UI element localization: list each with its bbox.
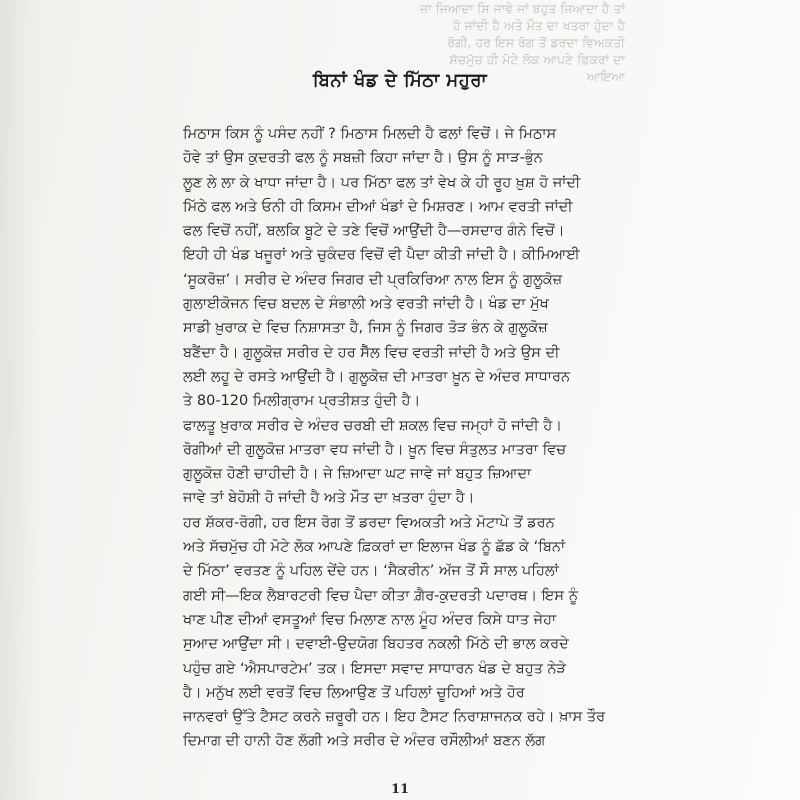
body-line: ਹਰ ਸ਼ੱਕਰ-ਰੋਗੀ, ਹਰ ਇਸ ਰੋਗ ਤੋਂ ਡਰਦਾ ਵਿਅਕਤੀ ਅਤੇ ਮੋਟਾਪੇ ਤੋਂ ਡਰਨ [183,514,555,531]
body-line: ਜਾਨਵਰਾਂ ਉੱਤੇ ਟੈਸਟ ਕਰਨੇ ਜ਼ਰੂਰੀ ਹਨ। ਇਹ ਟੈਸਟ ਨਿਰਾਸ਼ਾਜਨਕ ਰਹੇ। ਖ਼ਾਸ ਤੌਰ [183,709,606,726]
body-line: ਪਹੁੰਚ ਗਏ ‘ਐਸਪਾਰਟੇਮ’ ਤਕ। ਇਸਦਾ ਸਵਾਦ ਸਾਧਾਰਨ ਖੰਡ ਦੇ ਬਹੁਤ ਨੇੜੇ [183,660,567,677]
body-line: ਸਾਡੀ ਖ਼ੁਰਾਕ ਦੇ ਵਿਚ ਨਿਸ਼ਾਸਤਾ ਹੈ, ਜਿਸ ਨੂੰ ਜਿਗਰ ਤੋੜ ਭੰਨ ਕੇ ਗੁਲੂਕੋਜ਼ [183,320,548,337]
body-line: ਤੇ 80-120 ਮਿਲੀਗ੍ਰਾਮ ਪ੍ਰਤੀਸ਼ਤ ਹੁੰਦੀ ਹੈ। [183,393,421,410]
page-number: 11 [390,782,410,797]
bleed-through-line: ਰੋਗੀ, ਹਰ ਇਸ ਰੋਗ ਤੋਂ ਡਰਦਾ ਵਿਅਕਤੀ [447,35,625,50]
body-line: ਇਹੀ ਹੀ ਖੰਡ ਖਜੂਰਾਂ ਅਤੇ ਚੁਕੰਦਰ ਵਿਚੋਂ ਵੀ ਪੈਦਾ ਕੀਤੀ ਜਾਂਦੀ ਹੈ। ਕੀਮਿਆਈ [183,247,580,264]
body-line: ਹੈ। ਮਨੁੱਖ ਲਈ ਵਰਤੋਂ ਵਿਚ ਲਿਆਉਣ ਤੋਂ ਪਹਿਲਾਂ ਚੂਹਿਆਂ ਅਤੇ ਹੋਰ [183,684,525,701]
body-line: ਗੁਲਾਈਕੋਜਨ ਵਿਚ ਬਦਲ ਦੇ ਸੰਭਾਲੀ ਅਤੇ ਵਰਤੀ ਜਾਂਦੀ ਹੈ। ਖੰਡ ਦਾ ਮੁੱਖ [183,296,549,313]
body-line: ਦੇ ਮਿੱਠਾ’ ਵਰਤਣ ਨੂੰ ਪਹਿਲ ਦੇਂਦੇ ਹਨ। ‘ਸੈਕਰੀਨ’ ਅੱਜ ਤੋਂ ਸੌ ਸਾਲ ਪਹਿਲਾਂ [183,563,559,580]
page-edge-shadow [0,0,40,800]
body-line: ਮਿੱਠੇ ਫਲ ਅਤੇ ਓਨੀ ਹੀ ਕਿਸਮ ਦੀਆਂ ਖੰਡਾਂ ਦੇ ਮਿਸ਼ਰਣ। ਆਮ ਵਰਤੀ ਜਾਂਦੀ [183,198,573,215]
body-line: ਸੁਆਦ ਆਉਂਦਾ ਸੀ। ਦਵਾਈ-ਉਦਯੋਗ ਬਿਹਤਰ ਨਕਲੀ ਮਿੱਠੇ ਦੀ ਭਾਲ ਕਰਦੇ [183,636,569,653]
body-line: ਬਣੈਂਦਾ ਹੈ। ਗੁਲੂਕੋਜ਼ ਸਰੀਰ ਦੇ ਹਰ ਸੈੱਲ ਵਿਚ ਵਰਤੀ ਜਾਂਦੀ ਹੈ ਅਤੇ ਉਸ ਦੀ [183,344,560,361]
body-line: ਮਿਠਾਸ ਕਿਸ ਨੂੰ ਪਸੰਦ ਨਹੀਂ ? ਮਿਠਾਸ ਮਿਲਦੀ ਹੈ ਫਲਾਂ ਵਿਚੋਂ। ਜੇ ਮਿਠਾਸ [183,126,557,142]
body-line: ਅਤੇ ਸੱਚਮੁੱਚ ਹੀ ਮੋਟੇ ਲੋਕ ਆਪਣੇ ਫ਼ਿਕਰਾਂ ਦਾ ਇਲਾਜ ਖੰਡ ਨੂੰ ਛੱਡ ਕੇ ‘ਬਿਨਾਂ [183,539,566,556]
bleed-through-line: ਹੋ ਜਾਂਦੀ ਹੈ ਅਤੇ ਮੌਤ ਦਾ ਖਤਰਾ ਹੁੰਦਾ ਹੈ [452,18,625,33]
bleed-through-line: ਆਇਆ [586,69,625,84]
body-line: ਗੁਲੂਕੋਜ਼ ਹੋਣੀ ਚਾਹੀਦੀ ਹੈ। ਜੇ ਜ਼ਿਆਦਾ ਘਟ ਜਾਵੇ ਜਾਂ ਬਹੁਤ ਜ਼ਿਆਦਾ [183,466,532,483]
body-line: ‘ਸੂਕਰੋਜ਼’। ਸਰੀਰ ਦੇ ਅੰਦਰ ਜਿਗਰ ਦੀ ਪ੍ਰਕਿਰਿਆ ਨਾਲ ਇਸ ਨੂੰ ਗੁਲੂਕੋਜ਼ [183,271,563,288]
body-line: ਲਈ ਲਹੂ ਦੇ ਰਸਤੇ ਆਉਂਦੀ ਹੈ। ਗੁਲੂਕੋਜ਼ ਦੀ ਮਾਤਰਾ ਖ਼ੂਨ ਦੇ ਅੰਦਰ ਸਾਧਾਰਨ [183,368,571,385]
bleed-through-line: ਜਾ ਜਿਆਦਾ ਸਿ ਜਾਵੇ ਜਾਂ ਬਹੁਤ ਜਿਆਦਾ ਹੈ ਤਾਂ [419,1,625,16]
body-line: ਰੋਗੀਆਂ ਦੀ ਗੁਲੂਕੋਜ਼ ਮਾਤਰਾ ਵਧ ਜਾਂਦੀ ਹੈ। ਖ਼ੂਨ ਵਿਚ ਸੰਤੁਲਤ ਮਾਤਰਾ ਵਿਚ [183,441,567,458]
body-line: ਫਾਲਤੂ ਖ਼ੁਰਾਕ ਸਰੀਰ ਦੇ ਅੰਦਰ ਚਰਬੀ ਦੀ ਸ਼ਕਲ ਵਿਚ ਜਮ੍ਹਾਂ ਹੋ ਜਾਂਦੀ ਹੈ। [183,417,563,434]
body-text [183,122,627,754]
body-line: ਦਿਮਾਗ ਦੀ ਹਾਨੀ ਹੋਣ ਲੱਗੀ ਅਤੇ ਸਰੀਰ ਦੇ ਅੰਦਰ ਰਸੌਲੀਆਂ ਬਣਨ ਲੱਗ [183,733,546,750]
body-line: ਹੋਵੇ ਤਾਂ ਉਸ ਕੁਦਰਤੀ ਫਲ ਨੂੰ ਸਬਜ਼ੀ ਕਿਹਾ ਜਾਂਦਾ ਹੈ। ਉਸ ਨੂੰ ਸਾੜ-ਭੁੰਨ [183,150,543,167]
bleed-through-line: ਸੱਚਮੁੱਚ ਹੀ ਮੋਟੇ ਲੋਕ ਆਪਣੇ ਫ਼ਿਕਰਾਂ ਦਾ [449,52,625,67]
body-line: ਗਈ ਸੀ—ਇਕ ਲੈਬਾਰਟਰੀ ਵਿਚ ਪੈਦਾ ਕੀਤਾ ਗ਼ੈਰ-ਕੁਦਰਤੀ ਪਦਾਰਥ। ਇਸ ਨੂੰ [183,587,579,604]
chapter-title: ਬਿਨਾਂ ਖੰਡ ਦੇ ਮਿੱਠਾ ਮਹੁਰਾ [312,70,488,91]
body-line: ਖਾਣ ਪੀਣ ਦੀਆਂ ਵਸਤੂਆਂ ਵਿਚ ਮਿਲਾਣ ਨਾਲ ਮੂੰਹ ਅੰਦਰ ਕਿਸੇ ਧਾਤ ਜੇਹਾ [183,611,557,628]
body-line: ਫਲ ਵਿਚੋਂ ਨਹੀਂ, ਬਲਕਿ ਬੂਟੇ ਦੇ ਤਣੇ ਵਿਚੋਂ ਆਉਂਦੀ ਹੈ—ਰਸਦਾਰ ਗੰਨੇ ਵਿਚੋਂ। [183,223,565,240]
body-line: ਲੂਣ ਲੇ ਲਾ ਕੇ ਖਾਧਾ ਜਾਂਦਾ ਹੈ। ਪਰ ਮਿੱਠਾ ਫਲ ਤਾਂ ਵੇਖ ਕੇ ਹੀ ਰੂਹ ਖ਼ੁਸ਼ ਹੋ ਜਾਂਦੀ [183,174,581,191]
body-line: ਜਾਵੇ ਤਾਂ ਬੇਹੋਸ਼ੀ ਹੋ ਜਾਂਦੀ ਹੈ ਅਤੇ ਮੌਤ ਦਾ ਖ਼ਤਰਾ ਹੁੰਦਾ ਹੈ। [183,490,475,507]
